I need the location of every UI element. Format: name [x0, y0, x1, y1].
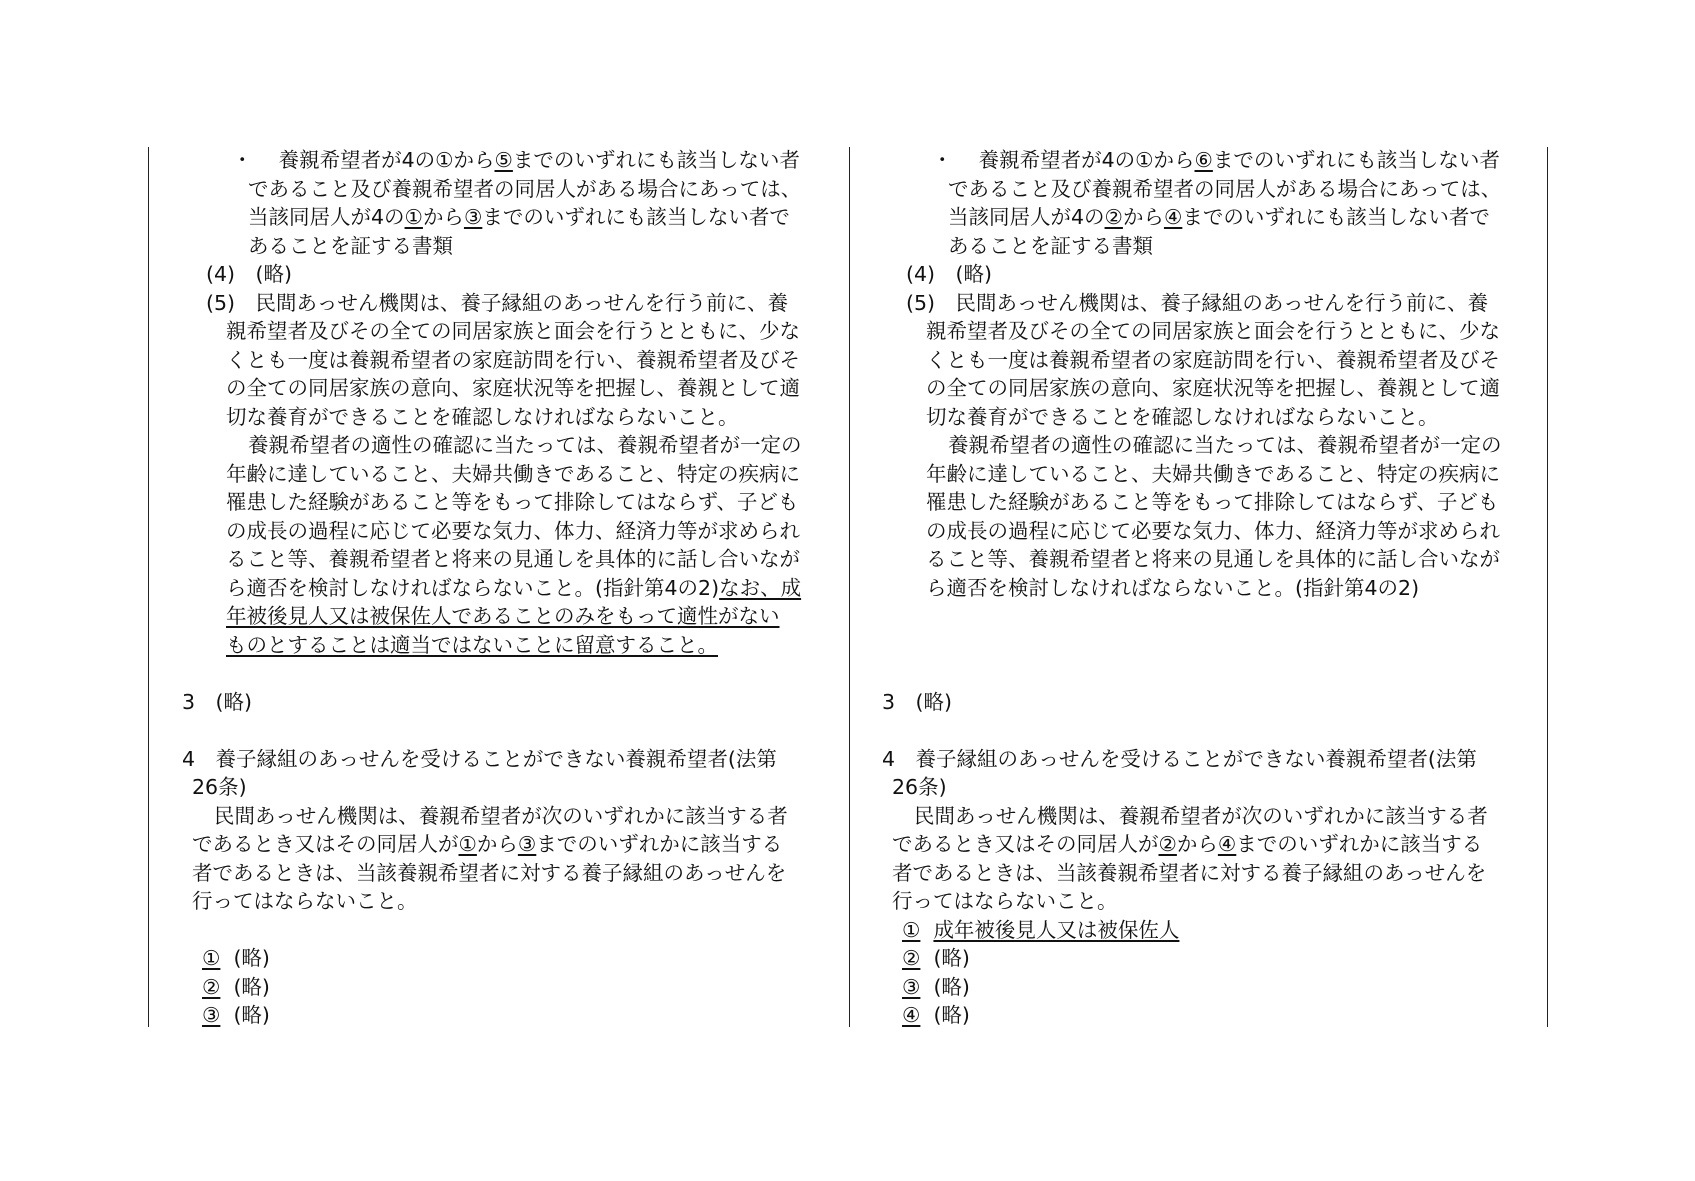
text: から	[1176, 832, 1218, 856]
item-4: (4) (略)	[206, 262, 293, 286]
left-border	[148, 147, 149, 1027]
list-item	[882, 944, 1502, 973]
right-column	[882, 146, 1502, 1030]
text: までのいずれにも該当しない者	[1212, 148, 1500, 172]
section-4-heading: 26条)	[892, 775, 947, 799]
text: までのいずれにも該当しない者で	[482, 205, 790, 229]
paragraph-line: ら適否を検討しなければならないこと。(指針第4の2)	[926, 575, 1420, 600]
right-border	[1547, 147, 1548, 1027]
bullet-line: あることを証する書類	[948, 233, 1153, 258]
item-5-line: 切な養育ができることを確認しなければならないこと。	[926, 404, 1439, 429]
bullet: ・	[932, 148, 953, 172]
text: までのいずれにも該当しない者で	[1182, 205, 1490, 229]
item-5-line: の全ての同居家族の意向、家庭状況等を把握し、養親として適	[226, 376, 800, 400]
bullet-line	[182, 146, 802, 175]
section-4-body: 者であるときは、当該養親希望者に対する養子縁組のあっせんを	[892, 860, 1487, 885]
text: であるとき又はその同居人が	[192, 832, 459, 856]
section-4-body: 民間あっせん機関は、養親希望者が次のいずれかに該当する者	[214, 803, 788, 828]
underlined-text: ②	[1158, 832, 1177, 856]
item-number: ①	[902, 917, 921, 942]
bullet-line: あることを証する書類	[248, 233, 453, 258]
underlined-text: ⑥	[1194, 148, 1213, 172]
paragraph-line: 年齢に達していること、夫婦共働きであること、特定の疾病に	[926, 461, 1500, 486]
text: 養親希望者が4の①から	[978, 148, 1195, 172]
section-3: 3 (略)	[882, 689, 953, 714]
item-5-line: 切な養育ができることを確認しなければならないこと。	[226, 404, 739, 429]
list-item	[182, 1001, 802, 1030]
paragraph-line: 養親希望者の適性の確認に当たっては、養親希望者が一定の	[948, 433, 1502, 457]
text: から	[1122, 205, 1164, 229]
item-5-line: (5) 民間あっせん機関は、養子縁組のあっせんを行う前に、養	[206, 290, 789, 315]
paragraph-line: 養親希望者の適性の確認に当たっては、養親希望者が一定の	[248, 433, 802, 457]
item-number: ③	[202, 1003, 221, 1027]
underlined-text: 年被後見人又は被保佐人であることのみをもって適性がない	[226, 604, 780, 628]
section-4-body	[182, 830, 802, 859]
item-text: (略)	[933, 974, 970, 999]
item-text: (略)	[233, 974, 270, 999]
section-4-body	[882, 830, 1502, 859]
section-4-heading: 4 養子縁組のあっせんを受けることができない養親希望者(法第	[882, 746, 1477, 771]
text: 当該同居人が4の	[248, 205, 405, 229]
text: 養親希望者が4の①から	[278, 148, 495, 172]
section-4-body: 民間あっせん機関は、養親希望者が次のいずれかに該当する者	[914, 803, 1488, 828]
item-5-line: の全ての同居家族の意向、家庭状況等を把握し、養親として適	[926, 376, 1500, 400]
item-text: 成年被後見人又は被保佐人	[933, 917, 1180, 942]
underlined-text: ⑤	[494, 148, 513, 172]
item-number: ②	[902, 946, 921, 970]
paragraph-line: の成長の過程に応じて必要な気力、体力、経済力等が求められ	[926, 518, 1500, 543]
item-5-line: 親希望者及びその全ての同居家族と面会を行うとともに、少な	[226, 319, 800, 343]
text: から	[476, 832, 518, 856]
item-text: (略)	[933, 946, 970, 970]
item-number: ④	[902, 1003, 921, 1027]
underlined-text: なお、成	[719, 575, 802, 600]
item-text: (略)	[233, 1003, 270, 1027]
underlined-text: ④	[1163, 205, 1183, 229]
section-4-body: 行ってはならないこと。	[192, 889, 418, 913]
text: までのいずれにも該当しない者	[512, 148, 800, 172]
center-divider	[849, 147, 850, 1027]
item-5-line: (5) 民間あっせん機関は、養子縁組のあっせんを行う前に、養	[906, 290, 1489, 315]
bullet-line	[882, 203, 1502, 232]
section-4-heading: 26条)	[192, 775, 247, 799]
list-item	[882, 1001, 1502, 1030]
item-number: ③	[902, 974, 921, 999]
underlined-text: ③	[517, 832, 537, 856]
bullet: ・	[232, 148, 253, 172]
paragraph-line: 罹患した経験があること等をもって排除してはならず、子ども	[926, 490, 1499, 514]
item-5-line: くとも一度は養親希望者の家庭訪問を行い、養親希望者及びそ	[226, 347, 800, 372]
paragraph-line	[182, 631, 802, 660]
text: 当該同居人が4の	[948, 205, 1105, 229]
text: から	[422, 205, 464, 229]
section-4-heading: 4 養子縁組のあっせんを受けることができない養親希望者(法第	[182, 746, 777, 771]
list-item	[882, 916, 1502, 945]
list-item	[182, 973, 802, 1002]
bullet-line: であること及び養親希望者の同居人がある場合にあっては、	[248, 176, 802, 201]
underlined-text: ①	[458, 832, 477, 856]
underlined-text: ③	[463, 205, 483, 229]
text: であるとき又はその同居人が	[892, 832, 1159, 856]
paragraph-line	[182, 602, 802, 631]
item-4: (4) (略)	[906, 262, 993, 286]
item-number: ①	[202, 946, 221, 970]
item-text: (略)	[933, 1003, 970, 1027]
paragraph-line: の成長の過程に応じて必要な気力、体力、経済力等が求められ	[226, 518, 800, 543]
bullet-line: であること及び養親希望者の同居人がある場合にあっては、	[948, 176, 1502, 201]
text: ら適否を検討しなければならないこと。(指針第4の2)	[226, 575, 720, 600]
bullet-line	[182, 203, 802, 232]
list-item	[882, 973, 1502, 1002]
item-5-line: 親希望者及びその全ての同居家族と面会を行うとともに、少な	[926, 319, 1500, 343]
text: までのいずれかに該当する	[536, 832, 783, 856]
paragraph-line: 年齢に達していること、夫婦共働きであること、特定の疾病に	[226, 461, 800, 486]
underlined-text: ①	[404, 205, 423, 229]
section-4-body: 者であるときは、当該養親希望者に対する養子縁組のあっせんを	[192, 860, 787, 885]
bullet-line	[882, 146, 1502, 175]
underlined-text: ④	[1217, 832, 1237, 856]
paragraph-line: ること等、養親希望者と将来の見通しを具体的に話し合いなが	[926, 547, 1500, 571]
item-text: (略)	[233, 946, 270, 970]
left-column	[182, 146, 802, 1030]
paragraph-line	[182, 574, 802, 603]
underlined-text: ②	[1104, 205, 1123, 229]
section-4-body: 行ってはならないこと。	[892, 889, 1118, 913]
item-5-line: くとも一度は養親希望者の家庭訪問を行い、養親希望者及びそ	[926, 347, 1500, 372]
paragraph-line: 罹患した経験があること等をもって排除してはならず、子ども	[226, 490, 799, 514]
underlined-text: ものとすることは適当ではないことに留意すること。	[226, 632, 718, 657]
section-3: 3 (略)	[182, 689, 253, 714]
text: までのいずれかに該当する	[1236, 832, 1483, 856]
item-number: ②	[202, 974, 221, 999]
list-item	[182, 944, 802, 973]
paragraph-line: ること等、養親希望者と将来の見通しを具体的に話し合いなが	[226, 547, 800, 571]
